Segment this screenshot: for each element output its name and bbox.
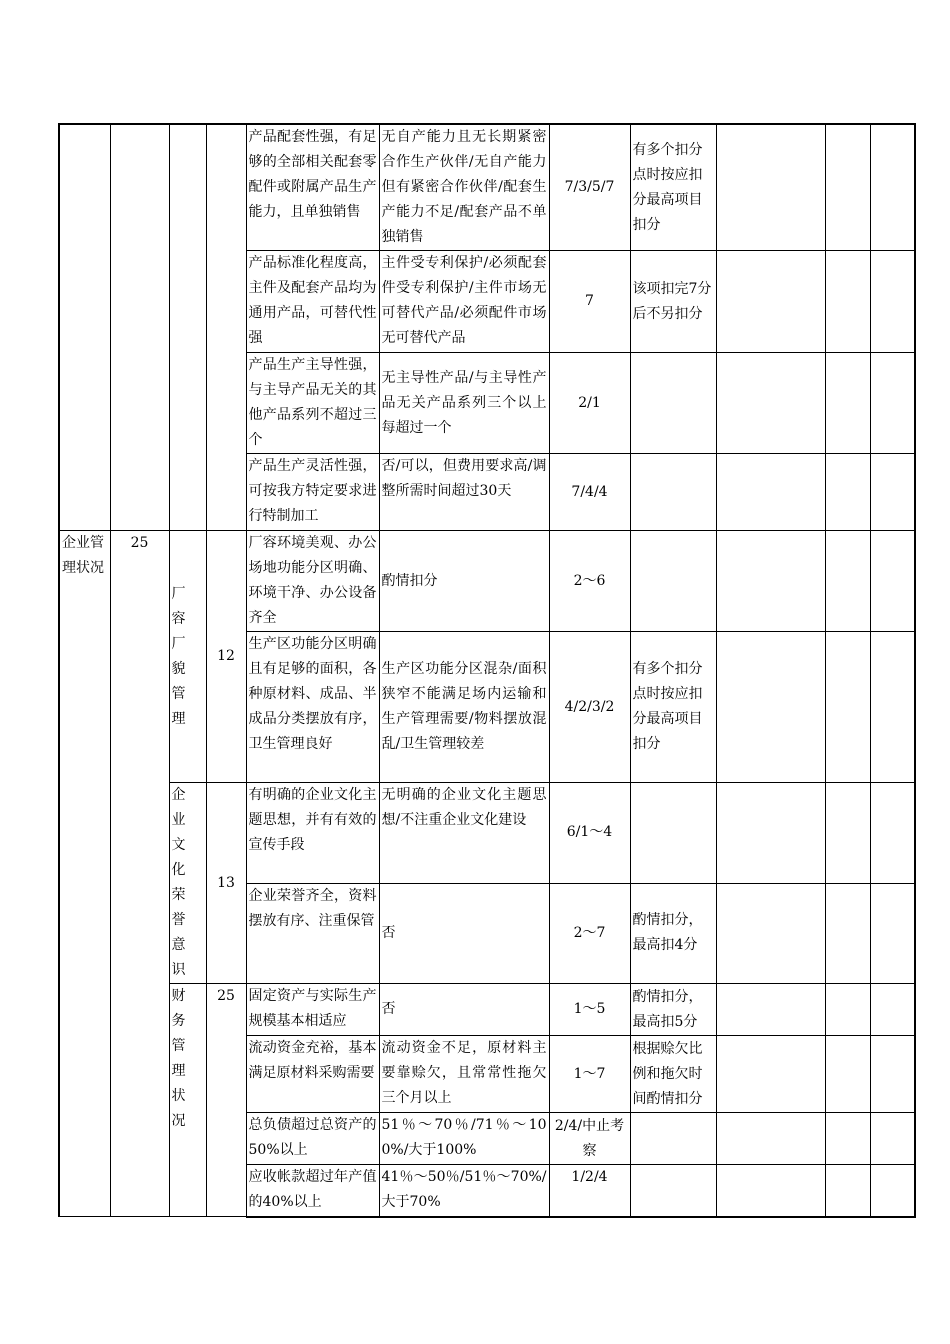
evaluation-table (58, 123, 916, 1218)
category-cell-continued (59, 124, 110, 531)
blank-cell (870, 1165, 915, 1217)
deduction-basis-cell: 41％～50％/51％～70%/大于70% (379, 1165, 549, 1217)
points-cell: 1～7 (549, 1036, 630, 1113)
group-score-cell: 12 (206, 531, 246, 783)
blank-cell (716, 124, 825, 251)
standard-cell: 有明确的企业文化主题思想，并有有效的宣传手段 (246, 783, 379, 884)
points-cell: 7/4/4 (549, 454, 630, 531)
blank-cell (825, 531, 870, 632)
points-cell: 2～6 (549, 531, 630, 632)
standard-cell: 产品配套性强，有足够的全部相关配套零配件或附属产品生产能力，且单独销售 (246, 124, 379, 251)
blank-cell (716, 1113, 825, 1165)
blank-cell (870, 454, 915, 531)
blank-cell (716, 454, 825, 531)
deduction-basis-cell: 流动资金不足，原材料主要靠赊欠，且常常性拖欠三个月以上 (379, 1036, 549, 1113)
note-cell (630, 531, 716, 632)
note-cell: 酌情扣分，最高扣5分 (630, 984, 716, 1036)
standard-cell: 厂容环境美观、办公场地功能分区明确、环境干净、办公设备齐全 (246, 531, 379, 632)
group-name-cell: 财务管理状况 (169, 984, 206, 1217)
blank-cell (716, 353, 825, 454)
deduction-basis-cell: 否 (379, 984, 549, 1036)
deduction-basis-cell: 无明确的企业文化主题思想/不注重企业文化建设 (379, 783, 549, 884)
deduction-basis-cell: 酌情扣分 (379, 531, 549, 632)
note-cell: 有多个扣分点时按应扣分最高项目扣分 (630, 124, 716, 251)
group-score-cell: 25 (206, 984, 246, 1217)
blank-cell (870, 984, 915, 1036)
blank-cell (870, 632, 915, 783)
blank-cell (870, 1113, 915, 1165)
blank-cell (870, 1036, 915, 1113)
blank-cell (825, 124, 870, 251)
note-cell (630, 353, 716, 454)
group-score-cell-continued (206, 124, 246, 531)
blank-cell (825, 353, 870, 454)
group-name-cell: 厂容厂貌管理 (169, 531, 206, 783)
blank-cell (825, 1113, 870, 1165)
deduction-basis-cell: 否/可以，但费用要求高/调整所需时间超过30天 (379, 454, 549, 531)
standard-cell: 产品生产灵活性强，可按我方特定要求进行特制加工 (246, 454, 379, 531)
note-cell: 根据赊欠比例和拖欠时间酌情扣分 (630, 1036, 716, 1113)
points-cell: 4/2/3/2 (549, 632, 630, 783)
standard-cell: 流动资金充裕，基本满足原材料采购需要 (246, 1036, 379, 1113)
points-cell: 1/2/4 (549, 1165, 630, 1217)
group-cell-continued (169, 124, 206, 531)
blank-cell (870, 783, 915, 884)
standard-cell: 企业荣誉齐全，资料摆放有序、注重保管 (246, 883, 379, 984)
points-cell: 7/3/5/7 (549, 124, 630, 251)
blank-cell (825, 883, 870, 984)
group-name-cell: 企业文化荣誉意识 (169, 783, 206, 984)
category-score-cell: 25 (110, 531, 169, 1217)
blank-cell (825, 251, 870, 353)
standard-cell: 生产区功能分区明确且有足够的面积，各种原材料、成品、半成品分类摆放有序，卫生管理良好 (246, 632, 379, 783)
points-cell: 6/1～4 (549, 783, 630, 884)
blank-cell (716, 632, 825, 783)
blank-cell (825, 1036, 870, 1113)
blank-cell (716, 531, 825, 632)
note-cell (630, 454, 716, 531)
blank-cell (716, 883, 825, 984)
note-cell (630, 783, 716, 884)
points-cell: 2～7 (549, 883, 630, 984)
standard-cell: 产品生产主导性强，与主导产品无关的其他产品系列不超过三个 (246, 353, 379, 454)
standard-cell: 固定资产与实际生产规模基本相适应 (246, 984, 379, 1036)
deduction-basis-cell: 主件受专利保护/必须配套件受专利保护/主件市场无可替代产品/必须配件市场无可替代产品 (379, 251, 549, 353)
standard-cell: 总负债超过总资产的50%以上 (246, 1113, 379, 1165)
table-row (59, 783, 915, 884)
table-row (59, 984, 915, 1036)
blank-cell (825, 984, 870, 1036)
category-score-cell-continued (110, 124, 169, 531)
deduction-basis-cell: 无主导性产品/与主导性产品无关产品系列三个以上每超过一个 (379, 353, 549, 454)
note-cell (630, 1113, 716, 1165)
blank-cell (716, 984, 825, 1036)
blank-cell (870, 353, 915, 454)
blank-cell (716, 251, 825, 353)
blank-cell (716, 783, 825, 884)
blank-cell (870, 251, 915, 353)
deduction-basis-cell: 生产区功能分区混杂/面积狭窄不能满足场内运输和生产管理需要/物料摆放混乱/卫生管理较差 (379, 632, 549, 783)
blank-cell (716, 1036, 825, 1113)
blank-cell (870, 531, 915, 632)
points-cell: 2/1 (549, 353, 630, 454)
blank-cell (825, 783, 870, 884)
standard-cell: 应收帐款超过年产值的40%以上 (246, 1165, 379, 1217)
deduction-basis-cell: 否 (379, 883, 549, 984)
category-name-cell: 企业管理状况 (59, 531, 110, 1217)
points-cell: 1～5 (549, 984, 630, 1036)
note-cell: 有多个扣分点时按应扣分最高项目扣分 (630, 632, 716, 783)
table-row (59, 124, 915, 251)
blank-cell (825, 1165, 870, 1217)
blank-cell (825, 454, 870, 531)
standard-cell: 产品标准化程度高，主件及配套产品均为通用产品，可替代性强 (246, 251, 379, 353)
blank-cell (825, 632, 870, 783)
note-cell: 酌情扣分，最高扣4分 (630, 883, 716, 984)
table-row (59, 531, 915, 632)
deduction-basis-cell: 51％～70％/71％～100%/大于100% (379, 1113, 549, 1165)
points-cell: 2/4/中止考察 (549, 1113, 630, 1165)
group-score-cell: 13 (206, 783, 246, 984)
note-cell (630, 1165, 716, 1217)
note-cell: 该项扣完7分后不另扣分 (630, 251, 716, 353)
deduction-basis-cell: 无自产能力且无长期紧密合作生产伙伴/无自产能力但有紧密合作伙伴/配套生产能力不足/配套产品不单独销售 (379, 124, 549, 251)
points-cell: 7 (549, 251, 630, 353)
blank-cell (870, 124, 915, 251)
blank-cell (870, 883, 915, 984)
blank-cell (716, 1165, 825, 1217)
